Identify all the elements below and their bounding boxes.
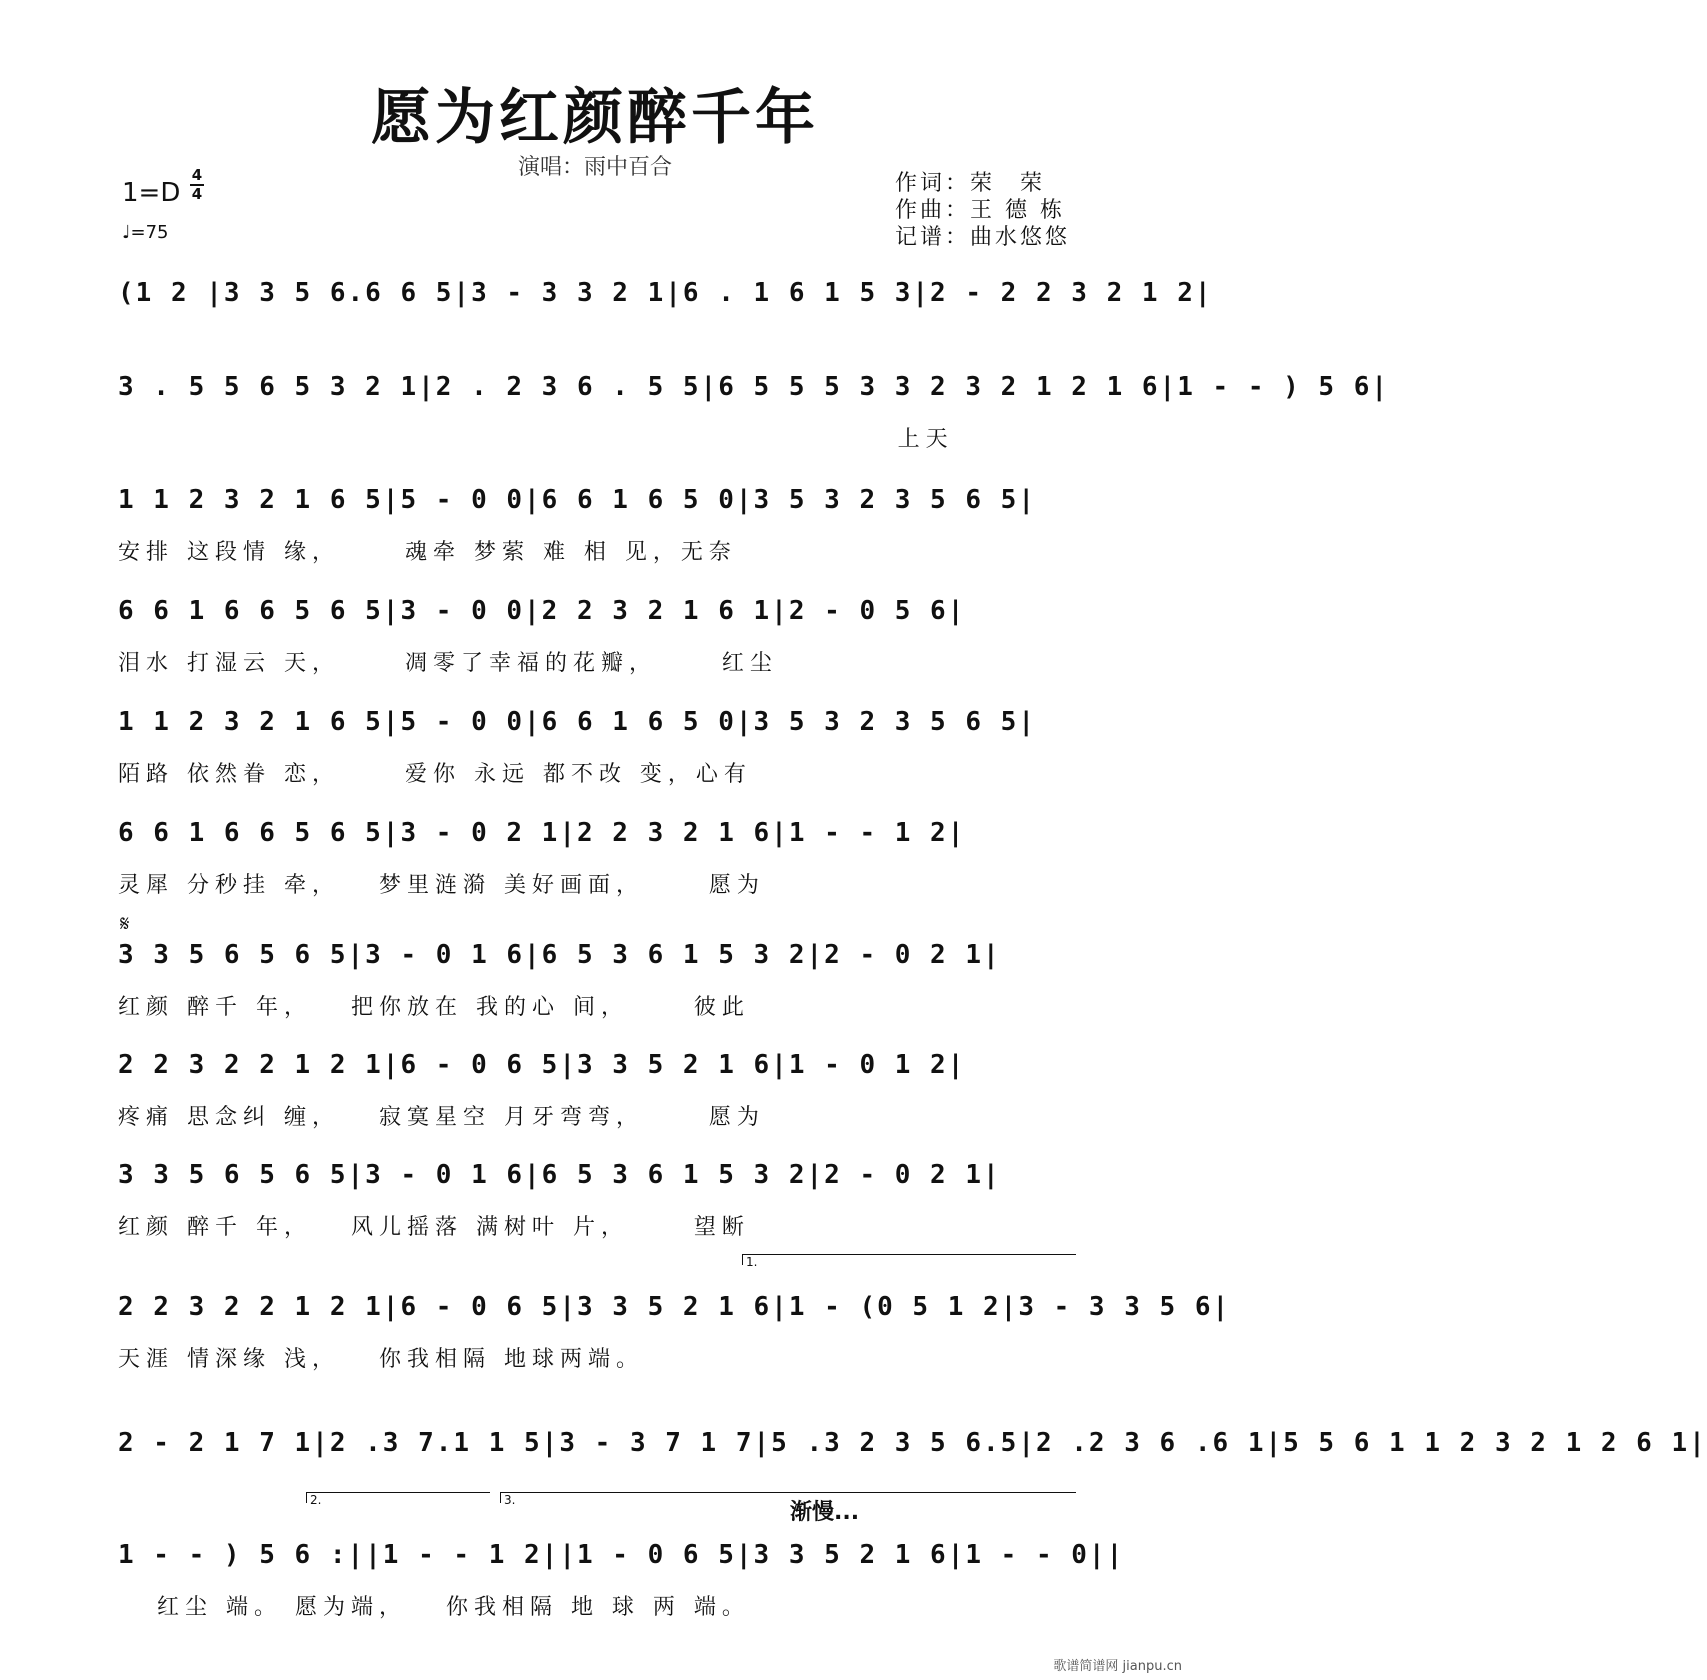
lyric-line: 红尘 端。 愿为端， 你我相隔 地 球 两 端。 — [118, 1595, 750, 1620]
score-line-11 — [118, 1428, 1707, 1528]
time-signature — [190, 168, 204, 202]
score-line-12 — [118, 1540, 1125, 1640]
notation-line: 3 3 5 6 5 6 5|3 - 0 1 6|6 5 3 6 1 5 3 2|2 - 0 2 1| — [118, 1160, 1001, 1190]
lyric-line: 泪水 打湿云 天， 凋零了幸福的花瓣， 红尘 — [118, 651, 778, 676]
score-line-8 — [118, 1050, 1074, 1150]
lyric-line: 安排 这段情 缘， 魂牵 梦萦 难 相 见，无奈 — [118, 540, 737, 565]
notation-line: 6 6 1 6 6 5 6 5|3 - 0 2 1|2 2 3 2 1 6|1 - - 1 2| — [118, 818, 966, 848]
volta-bracket-3: 3. — [500, 1492, 1076, 1503]
notation-line: 3 . 5 5 6 5 3 2 1|2 . 2 3 6 . 5 5|6 5 5 5 3 3 2 3 2 1 2 1 6|1 - - ) 5 6| — [118, 372, 1390, 402]
segno-sign: 𝄋 — [120, 912, 130, 937]
score-line-6 — [118, 818, 1074, 918]
singer-credit: 演唱：雨中百合 — [517, 155, 672, 180]
volta-bracket-2: 2. — [306, 1492, 490, 1503]
notation-line: (1 2 |3 3 5 6.6 6 5|3 - 3 3 2 1|6 . 1 6 1 5 3|2 - 2 2 3 2 1 2| — [118, 278, 1213, 308]
tempo-change-marking: 渐慢... — [790, 1500, 860, 1525]
notation-line: 2 2 3 2 2 1 2 1|6 - 0 6 5|3 3 5 2 1 6|1 - 0 1 2| — [118, 1050, 966, 1080]
tempo-marking: ♩=75 — [122, 222, 169, 243]
volta-bracket-1: 1. — [742, 1254, 1076, 1265]
composer-credit: 作曲：王 德 栋 — [894, 198, 1065, 223]
lyric-line: 上天 — [118, 427, 954, 452]
watermark: 歌谱简谱网 jianpu.cn — [1053, 1659, 1182, 1674]
score-line-10 — [118, 1292, 1231, 1392]
score-line-7 — [118, 940, 1074, 1040]
notation-line: 2 - 2 1 7 1|2 .3 7.1 1 5|3 - 3 7 1 7|5 .3 2 3 5 6.5|2 .2 3 6 .6 1|5 5 6 1 1 2 3 2 1 2 6 1| — [118, 1428, 1707, 1458]
notation-line: 2 2 3 2 2 1 2 1|6 - 0 6 5|3 3 5 2 1 6|1 - (0 5 1 2|3 - 3 3 5 6| — [118, 1292, 1231, 1322]
lyric-line: 红颜 醉千 年， 把你放在 我的心 间， 彼此 — [118, 995, 750, 1020]
notation-line: 1 - - ) 5 6 :||1 - - 1 2||1 - 0 6 5|3 3 5 2 1 6|1 - - 0|| — [118, 1540, 1125, 1570]
credits-block — [895, 170, 1070, 251]
score-line-1 — [118, 278, 1213, 378]
notation-line: 3 3 5 6 5 6 5|3 - 0 1 6|6 5 3 6 1 5 3 2|2 - 0 2 1| — [118, 940, 1001, 970]
meter-bottom: 4 — [191, 185, 203, 203]
score-line-2 — [118, 372, 1390, 472]
notation-line: 1 1 2 3 2 1 6 5|5 - 0 0|6 6 1 6 5 0|3 5 3 2 3 5 6 5| — [118, 485, 1036, 515]
lyricist-credit: 作词：荣 荣 — [894, 171, 1045, 196]
score-line-9 — [118, 1160, 1074, 1260]
lyric-line: 天涯 情深缘 浅， 你我相隔 地球两端。 — [118, 1347, 644, 1372]
score-line-4 — [118, 596, 1074, 696]
score-line-5 — [118, 707, 1074, 807]
lyric-line: 灵犀 分秒挂 牵， 梦里涟漪 美好画面， 愿为 — [118, 873, 765, 898]
song-title: 愿为红颜醉千年 — [371, 83, 819, 153]
lyric-line: 陌路 依然眷 恋， 爱你 永远 都不改 变，心有 — [118, 762, 752, 787]
score-line-3 — [118, 485, 1074, 585]
key-signature: 1=D — [122, 178, 181, 208]
transcriber-credit: 记谱：曲水悠悠 — [894, 225, 1070, 250]
notation-line: 6 6 1 6 6 5 6 5|3 - 0 0|2 2 3 2 1 6 1|2 - 0 5 6| — [118, 596, 966, 626]
lyric-line: 疼痛 思念纠 缠， 寂寞星空 月牙弯弯， 愿为 — [118, 1105, 765, 1130]
meter-top: 4 — [191, 166, 203, 184]
lyric-line: 红颜 醉千 年， 风儿摇落 满树叶 片， 望断 — [118, 1215, 750, 1240]
notation-line: 1 1 2 3 2 1 6 5|5 - 0 0|6 6 1 6 5 0|3 5 3 2 3 5 6 5| — [118, 707, 1036, 737]
